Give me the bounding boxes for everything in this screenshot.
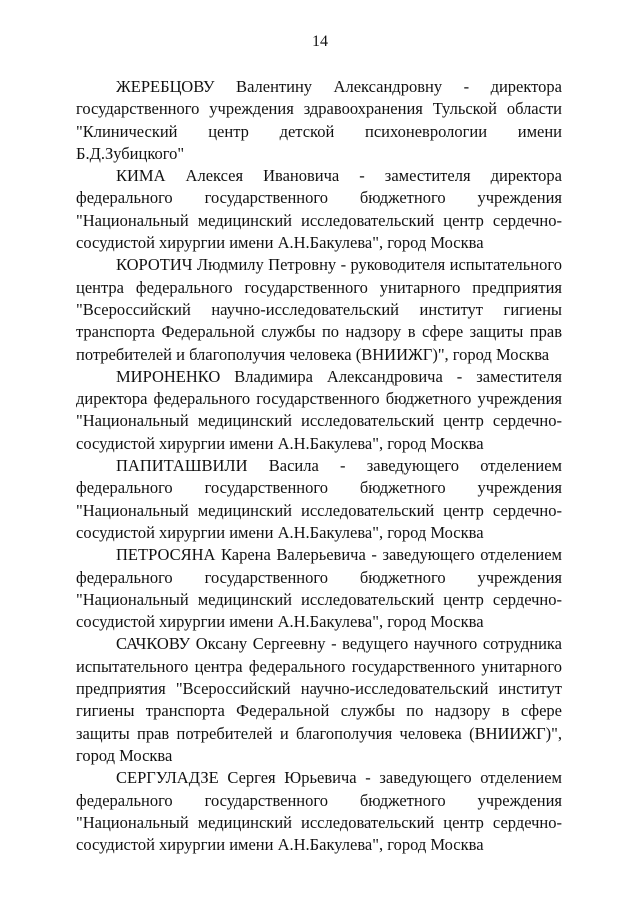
- list-item: КИМА Алексея Ивановича - заместителя директора федерального государственного бюджетного учреждения "Национальный медицинский исследовательский центр сердечно-сосудистой хирургии имени А.Н.Бакулева", город Москва: [76, 166, 562, 253]
- list-item: ЖЕРЕБЦОВУ Валентину Александровну - директора государственного учреждения здравоохранения Тульской области "Клинический центр детской психоневрологии имени Б.Д.Зубицкого": [76, 77, 562, 163]
- list-item: СЕРГУЛАДЗЕ Сергея Юрьевича - заведующего отделением федерального государственного бюджетного учреждения "Национальный медицинский исследовательский центр сердечно-сосудистой хирургии имени А.Н.Бакулева", город Москва: [76, 768, 562, 855]
- list-item: САЧКОВУ Оксану Сергеевну - ведущего научного сотрудника испытательного центра федерального государственного унитарного предприятия "Всероссийский научно-исследовательский институт гигиены транспорта Федеральной службы по надзору в сфере защиты прав потребителей и благополучия человека (ВНИИЖГ)", город Москва: [76, 634, 562, 765]
- list-item: МИРОНЕНКО Владимира Александровича - заместителя директора федерального государственного бюджетного учреждения "Национальный медицинский исследовательский центр сердечно-сосудистой хирургии имени А.Н.Бакулева", город Москва: [76, 366, 562, 453]
- list-item: ПАПИТАШВИЛИ Васила - заведующего отделением федерального государственного бюджетного учреждения "Национальный медицинский исследовательский центр сердечно-сосудистой хирургии имени А.Н.Бакулева", город Москва: [76, 456, 562, 542]
- list-item: ПЕТРОСЯНА Карена Валерьевича - заведующего отделением федерального государственного бюджетного учреждения "Национальный медицинский исследовательский центр сердечно-сосудистой хирургии имени А.Н.Бакулева", город Москва: [76, 545, 562, 632]
- award-recipient-list: [76, 76, 562, 856]
- list-item: КОРОТИЧ Людмилу Петровну - руководителя испытательного центра федерального государственного унитарного предприятия "Всероссийский научно-исследовательский институт гигиены транспорта Федеральной службы по надзору в сфере защиты прав потребителей и благополучия человека (ВНИИЖГ)", город Москва: [76, 255, 562, 364]
- page-number: 14: [312, 33, 328, 50]
